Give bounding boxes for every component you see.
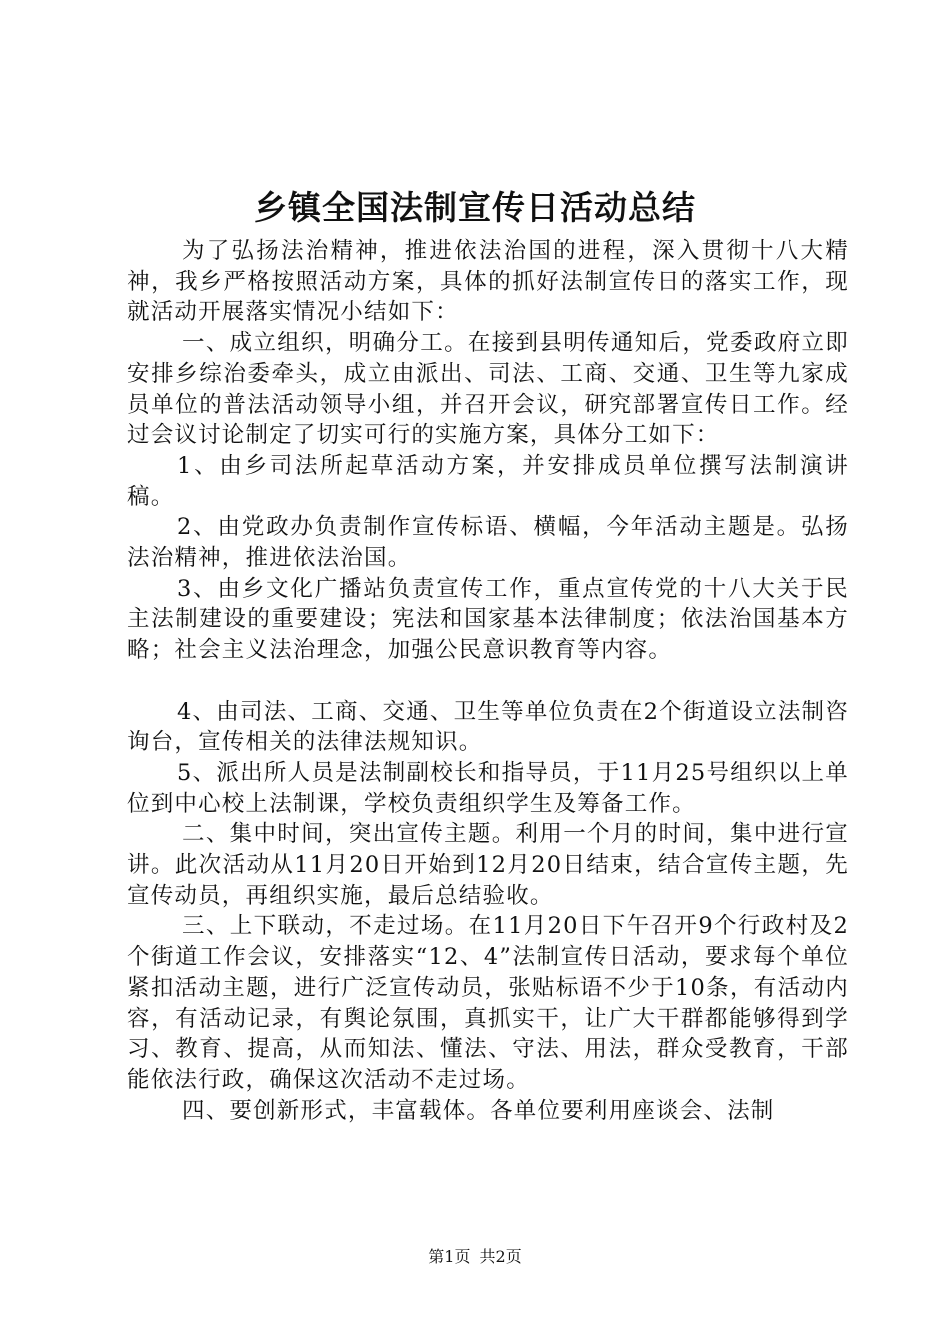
task-item-2: 2、由党政办负责制作宣传标语、横幅，今年活动主题是。弘扬法治精神，推进依法治国。: [127, 514, 849, 572]
section-three-paragraph: 三、上下联动，不走过场。在11月20日下午召开9个行政村及2个街道工作会议，安排落实“12、4”法制宣传日活动，要求每个单位紧扣活动主题，进行广泛宣传动员，张贴标语不少于10条，有活动内容，有活动记录，有舆论氛围，真抓实干，让广大干群都能够得到学习、教育、提高，从而知法、懂法、守法、用法，群众受教育，干部能依法行政，确保这次活动不走过场。: [127, 913, 849, 1093]
section-one-paragraph: 一、成立组织，明确分工。在接到县明传通知后，党委政府立即安排乡综治委牵头，成立由派出、司法、工商、交通、卫生等九家成员单位的普法活动领导小组，并召开会议，研究部署宣传日工作。经过会议讨论制定了切实可行的实施方案，具体分工如下：: [127, 330, 849, 449]
document-title: 乡镇全国法制宣传日活动总结: [254, 188, 696, 227]
page-total: 共2页: [479, 1247, 522, 1266]
document-body: [127, 236, 849, 1126]
section-four-paragraph: 四、要创新形式，丰富载体。各单位要利用座谈会、法制: [182, 1097, 775, 1124]
intro-paragraph: 为了弘扬法治精神，推进依法治国的进程，深入贯彻十八大精神，我乡严格按照活动方案，具体的抓好法制宣传日的落实工作，现就活动开展落实情况小结如下：: [127, 238, 849, 326]
page-number: 第1页: [428, 1247, 471, 1266]
task-item-3: 3、由乡文化广播站负责宣传工作，重点宣传党的十八大关于民主法制建设的重要建设；宪法和国家基本法律制度；依法治国基本方略；社会主义法治理念，加强公民意识教育等内容。: [127, 575, 849, 664]
task-item-5: 5、派出所人员是法制副校长和指导员，于11月25号组织以上单位到中心校上法制课，学校负责组织学生及筹备工作。: [127, 759, 849, 817]
page-footer: [0, 1246, 950, 1268]
task-item-1: 1、由乡司法所起草活动方案，并安排成员单位撰写法制演讲稿。: [127, 452, 849, 510]
task-item-4: 4、由司法、工商、交通、卫生等单位负责在2个街道设立法制咨询台，宣传相关的法律法规知识。: [127, 698, 849, 756]
section-two-paragraph: 二、集中时间，突出宣传主题。利用一个月的时间，集中进行宣讲。此次活动从11月20日开始到12月20日结束，结合宣传主题，先宣传动员，再组织实施，最后总结验收。: [127, 821, 849, 909]
paragraph-spacer: [127, 666, 849, 697]
